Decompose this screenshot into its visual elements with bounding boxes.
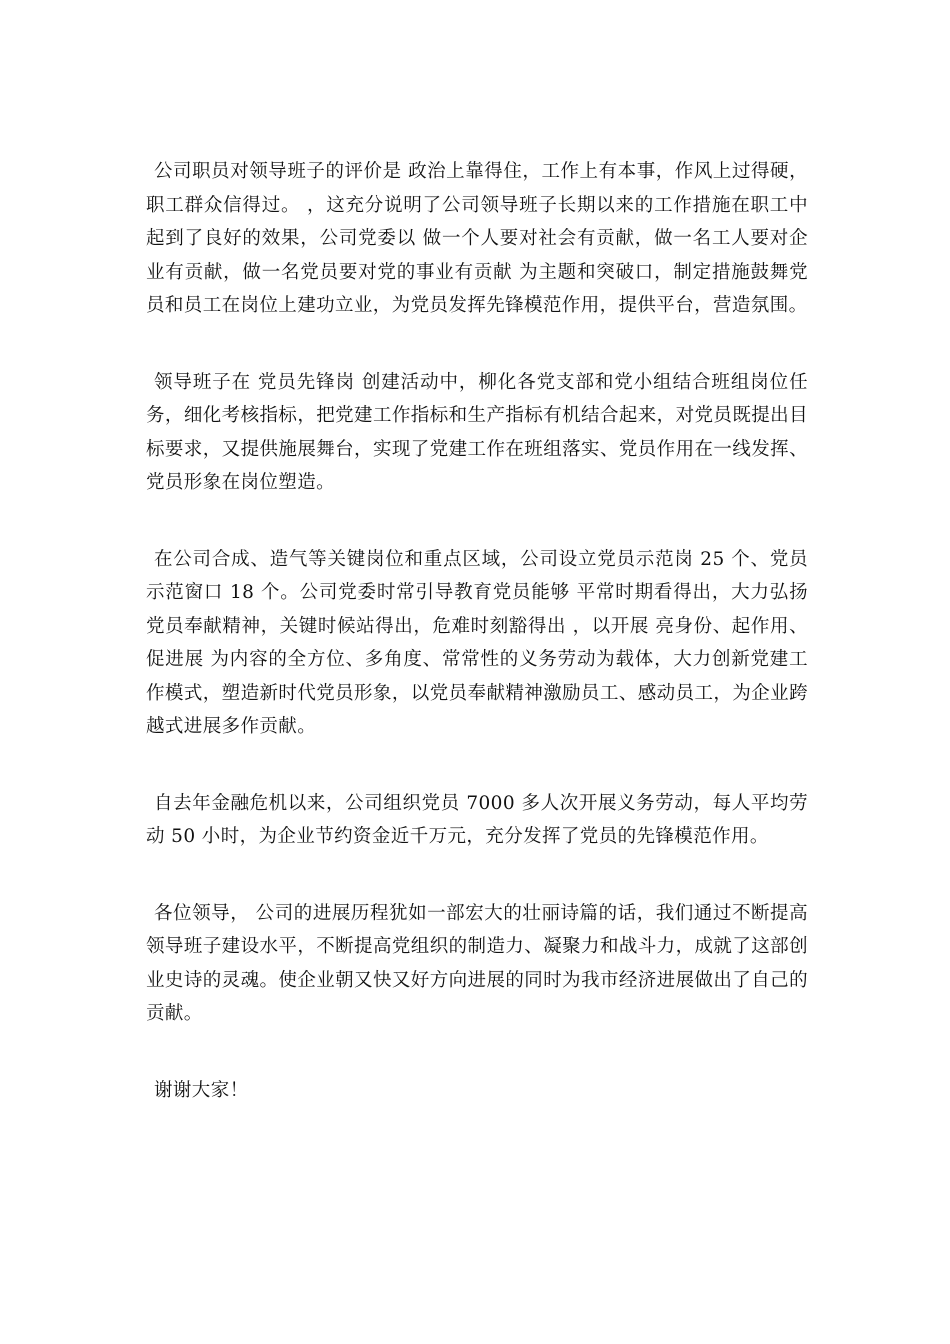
paragraph-leadership-evaluation: 公司职员对领导班子的评价是 政治上靠得住，工作上有本事，作风上过得硬，职工群众信得过。 ，这充分说明了公司领导班子长期以来的工作措施在职工中起到了良好的效果，公司党委以 做一个人要对社会有贡献，做一名工人要对企业有贡献，做一名党员要对党的事业有贡献 为主题和突破口，制定措施鼓舞党员和员工在岗位上建功立业，为党员发挥先锋模范作用，提供平台，营造氛围。 xyxy=(146,161,808,316)
paragraph-pioneer-post: 领导班子在 党员先锋岗 创建活动中，柳化各党支部和党小组结合班组岗位任务，细化考核指标，把党建工作指标和生产指标有机结合起来，对党员既提出目标要求，又提供施展舞台，实现了党建工作在班组落实、党员作用在一线发挥、党员形象在岗位塑造。 xyxy=(146,371,808,493)
paragraph-closing-remarks: 各位领导， 公司的进展历程犹如一部宏大的壮丽诗篇的话，我们通过不断提高领导班子建设水平，不断提高党组织的制造力、凝聚力和战斗力，成就了这部创业史诗的灵魂。使企业朝又快又好方向进展的同时为我市经济进展做出了自己的贡献。 xyxy=(146,902,808,1024)
paragraph-volunteer-labor: 自去年金融危机以来，公司组织党员 7000 多人次开展义务劳动，每人平均劳动 50 小时，为企业节约资金近千万元，充分发挥了党员的先锋模范作用。 xyxy=(146,792,808,847)
paragraph-demonstration-posts: 在公司合成、造气等关键岗位和重点区域，公司设立党员示范岗 25 个、党员示范窗口 18 个。公司党委时常引导教育党员能够 平常时期看得出，大力弘扬党员奉献精神，关键时候站得出，危难时刻豁得出 ，以开展 亮身份、起作用、促进展 为内容的全方位、多角度、常常性的义务劳动为载体，大力创新党建工作模式，塑造新时代党员形象，以党员奉献精神激励员工、感动员工，为企业跨越式进展多作贡献。 xyxy=(146,548,808,737)
paragraph-thanks: 谢谢大家！ xyxy=(154,1079,249,1101)
document-body xyxy=(146,155,808,1107)
